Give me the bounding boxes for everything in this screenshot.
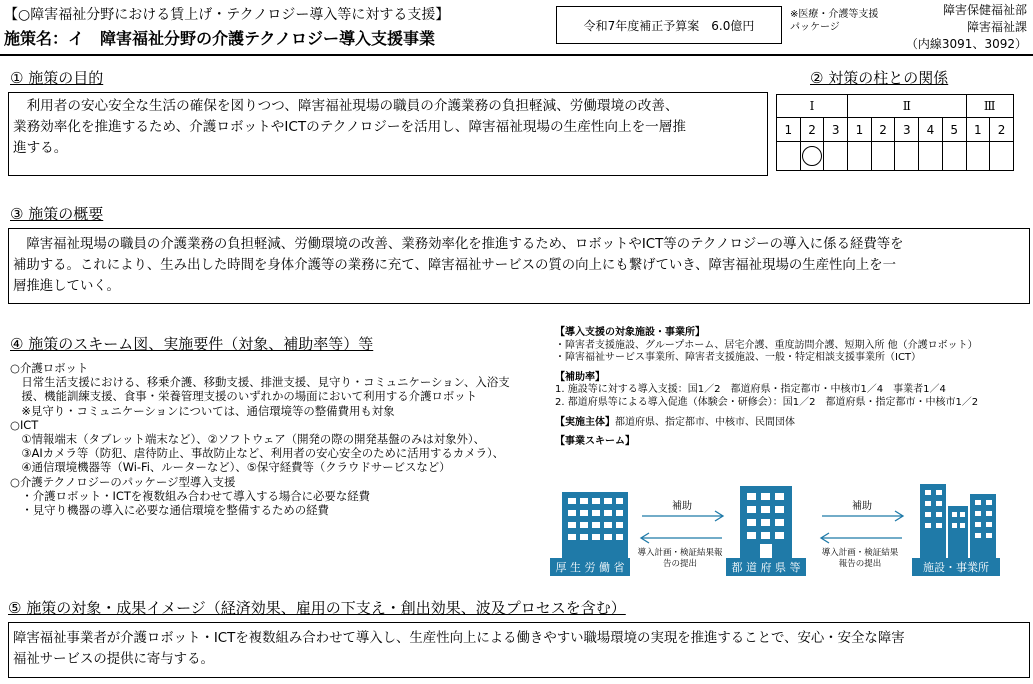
package-note-line2: パッケージ <box>790 22 840 33</box>
pillar-mark-cell <box>919 142 943 171</box>
budget-box <box>556 6 782 44</box>
section3-line: 層推進していく。 <box>13 279 120 294</box>
section4-right-info <box>555 327 978 448</box>
section4-line: ○介護ロボット <box>10 361 89 375</box>
arrow-left-icon <box>641 533 722 543</box>
section3-line: 障害福祉現場の職員の介護業務の負担軽減、労働環境の改善、業務効率化を推進するため、ロボットやICT等のテクノロジーの導入に係る経費等を <box>13 237 904 252</box>
section5-line: 福祉サービスの提供に寄与する。 <box>13 652 214 667</box>
pillar-mark-cell <box>848 142 872 171</box>
facility-buildings-icon <box>920 484 996 560</box>
pillar-number: 3 <box>895 118 919 142</box>
section4-line: ○介護テクノロジーのパッケージ型導入支援 <box>10 474 236 489</box>
subsidy-label-2: 補助 <box>852 501 872 512</box>
department-line2: 障害福祉課 <box>966 20 1027 34</box>
package-note <box>790 8 878 34</box>
pillar-number: 1 <box>777 118 801 142</box>
report-label-2-line2: 報告の提出 <box>838 559 882 569</box>
pillar-mark-cell <box>895 142 919 171</box>
prefecture-building-icon <box>740 486 792 560</box>
pillar-number: 4 <box>919 118 943 142</box>
pillar-number: 1 <box>966 118 990 142</box>
pillar-number: 2 <box>800 118 824 142</box>
arrow-left-icon <box>821 533 902 543</box>
pillar-mark-cell <box>966 142 990 171</box>
department-line3: （内線3091、3092） <box>905 37 1027 51</box>
entity-row <box>555 417 978 430</box>
rate-line: 1. 施設等に対する導入支援：国1／2 都道府県・指定都市・中核市1／4 事業者1／4 <box>555 384 946 395</box>
pillar-table <box>776 94 1014 171</box>
section4-line: 日常生活支援における、移乗介護、移動支援、排泄支援、見守り・コミュニケーション、入浴支 <box>10 375 510 390</box>
rate-heading: 【補助率】 <box>555 371 605 383</box>
arrow-right-icon <box>642 511 723 521</box>
pillar-number: 2 <box>871 118 895 142</box>
section4-line: ・見守り機器の導入に必要な通信環境を整備するための経費 <box>10 503 329 518</box>
entity-heading: 【実施主体】 <box>555 417 615 428</box>
report-label-2-line1: 導入計画・検証結果 <box>821 548 899 558</box>
budget-text: 令和7年度補正予算案 6.0億円 <box>583 18 755 33</box>
pillar-number: 2 <box>990 118 1014 142</box>
section3-heading: ③ 施策の概要 <box>10 205 104 223</box>
report-label-1-line2: 告の提出 <box>662 559 698 569</box>
pillar-number: 5 <box>942 118 966 142</box>
section5-heading: ⑤ 施策の対象・成果イメージ（経済効果、雇用の下支え・創出効果、波及プロセスを含む） <box>8 599 626 617</box>
section4-line: ・介護ロボット・ICTを複数組み合わせて導入する場合に必要な経費 <box>10 488 370 503</box>
pillar-mark-cell <box>942 142 966 171</box>
department-info <box>906 2 1027 53</box>
section4-line: 援、機能訓練支援、食事・栄養管理支援のいずれかの場面において利用する介護ロボット <box>10 389 478 404</box>
target-heading: 【導入支援の対象施設・事業所】 <box>555 327 705 338</box>
pillar-number: 3 <box>824 118 848 142</box>
section1-line: 進する。 <box>13 140 68 156</box>
pillar-header-3: Ⅲ <box>966 95 1013 118</box>
section3-line: 補助する。これにより、生み出した時間を身体介護等の業務に充て、障害福祉サービスの質の向上にも繋げていき、障害福祉現場の生産性向上を一 <box>13 258 896 273</box>
header-divider <box>0 54 1033 56</box>
pillar-mark-cell <box>990 142 1014 171</box>
entity-text: 都道府県、指定都市、中核市、民間団体 <box>615 417 795 428</box>
facility-label: 施設・事業所 <box>923 561 989 574</box>
mhlw-label: 厚 生 労 働 省 <box>555 561 625 574</box>
section5-box <box>8 622 1030 678</box>
policy-title: 施策名：イ 障害福祉分野の介護テクノロジー導入支援事業 <box>4 29 436 48</box>
subsidy-label-1: 補助 <box>672 501 692 512</box>
pillar-mark-cell <box>824 142 848 171</box>
target-line: ・障害福祉サービス事業所、障害者支援施設、一般・特定相談支援事業所（ICT） <box>555 352 922 363</box>
prefecture-label: 都 道 府 県 等 <box>731 561 801 574</box>
section4-line: ○ICT <box>10 417 39 432</box>
pillar-header-2: Ⅱ <box>848 95 966 118</box>
target-line: ・障害者支援施設、グループホーム、居宅介護、重度訪問介護、短期入所 他（介護ロボット） <box>555 339 978 351</box>
section4-line: ④通信環境機器等（Wi-Fi、ルーターなど）、⑤保守経費等（クラウドサービスなど） <box>10 460 451 475</box>
section2-heading: ② 対策の柱との関係 <box>810 69 949 87</box>
pillar-mark-cell <box>777 142 801 171</box>
pillar-mark-cell <box>800 142 824 171</box>
mhlw-building-icon <box>562 492 628 562</box>
pillar-header-1: Ⅰ <box>777 95 848 118</box>
pillar-number: 1 <box>848 118 872 142</box>
section4-heading: ④ 施策のスキーム図、実施要件（対象、補助率等）等 <box>10 335 374 353</box>
package-note-line1: ※医療・介護等支援 <box>790 9 879 20</box>
scheme-heading: 【事業スキーム】 <box>555 435 635 447</box>
department-line1: 障害保健福祉部 <box>942 3 1027 17</box>
scheme-diagram <box>550 478 1030 578</box>
circle-mark-icon <box>802 146 822 166</box>
section4-line: ①情報端末（タブレット端末など）、②ソフトウェア（開発の際の開発基盤のみは対象外）、 <box>10 432 486 447</box>
category-title: 【○障害福祉分野における賃上げ・テクノロジー導入等に対する支援】 <box>4 7 450 23</box>
section4-line: ※見守り・コミュニケーションについては、通信環境等の整備費用も対象 <box>10 403 395 418</box>
section1-box <box>8 92 768 176</box>
section4-body <box>10 361 510 517</box>
section1-heading: ① 施策の目的 <box>10 69 104 87</box>
section3-box <box>8 228 1030 304</box>
section5-line: 障害福祉事業者が介護ロボット・ICTを複数組み合わせて導入し、生産性向上による働きやすい職場環境の実現を推進することで、安心・安全な障害 <box>13 631 905 646</box>
section1-line: 利用者の安心安全な生活の確保を図りつつ、障害福祉現場の職員の介護業務の負担軽減、労働環境の改善、 <box>13 98 679 114</box>
section4-line: ③AIカメラ等（防犯、虐待防止、事故防止など、利用者の安心安全のために活用するカメラ）、 <box>10 446 505 461</box>
rate-line: 2. 都道府県等による導入促進（体験会・研修会）：国1／2 都道府県・指定都市・中核市1／2 <box>555 396 979 408</box>
pillar-mark-cell <box>871 142 895 171</box>
arrow-right-icon <box>822 511 903 521</box>
report-label-1-line1: 導入計画・検証結果報 <box>637 548 723 558</box>
section1-line: 業務効率化を推進するため、介護ロボットやICTのテクノロジーを活用し、障害福祉現場の生産性向上を一層推 <box>13 119 686 135</box>
